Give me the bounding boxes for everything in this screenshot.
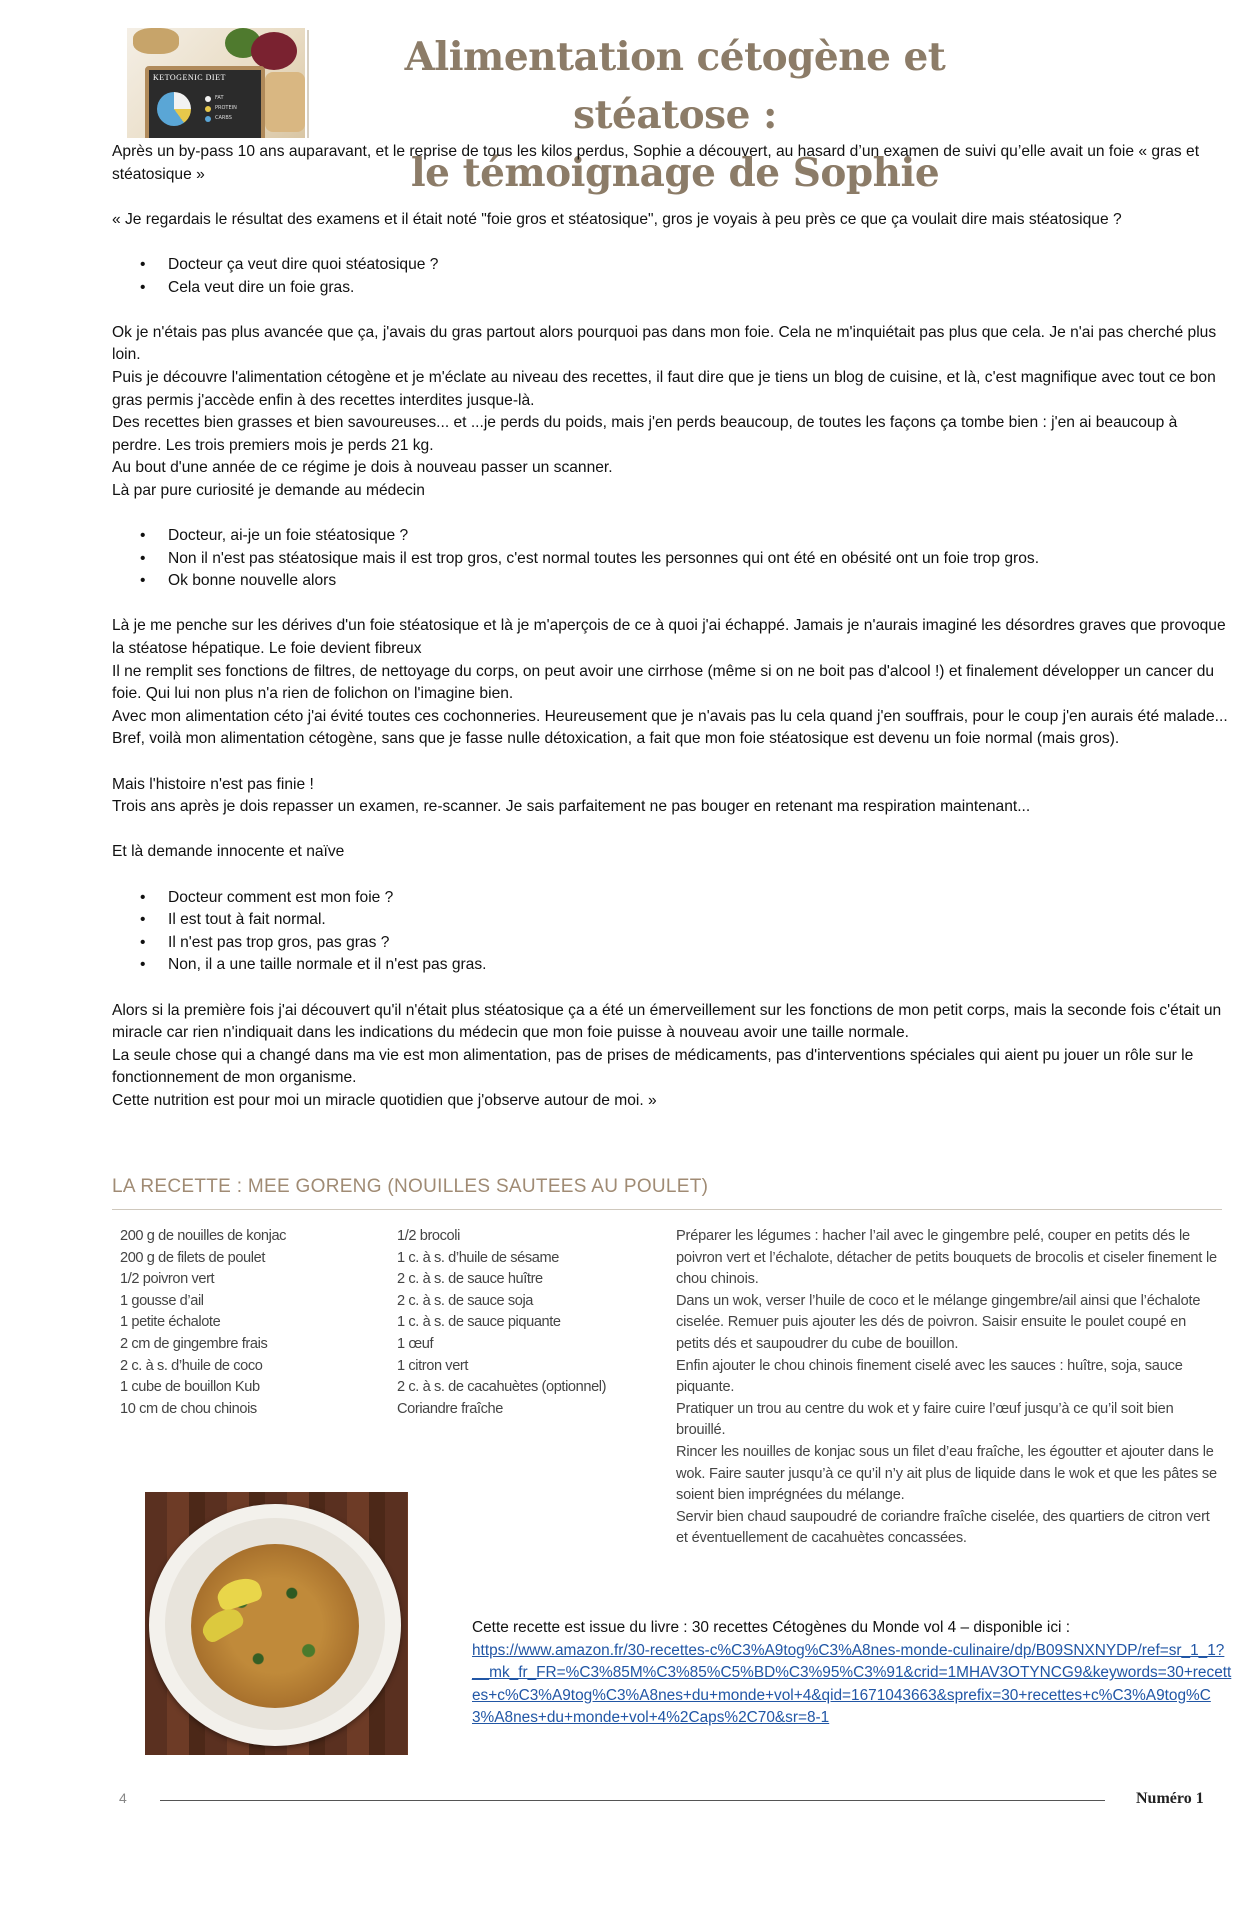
- list-item: • Il n'est pas trop gros, pas gras ?: [168, 932, 1230, 955]
- ingredient: 2 c. à s. de sauce soja: [397, 1292, 534, 1309]
- source-text: Cette recette est issue du livre : 30 recettes Cétogènes du Monde vol 4 – disponible ici :: [472, 1619, 1071, 1636]
- instruction-step: Dans un wok, verser l’huile de coco et le mélange gingembre/ail ainsi que l’échalote ciselée. Remuer puis ajouter les dés de poivron. Saisir ensuite le poulet coupé en petits dés et saupoudrer du cube de bouillon.: [676, 1292, 1201, 1352]
- list-item: • Cela veut dire un foie gras.: [168, 277, 1230, 300]
- ingredients-column-2: [397, 1226, 667, 1420]
- header-divider: [307, 30, 309, 138]
- recipe-instructions: [676, 1226, 1221, 1550]
- list-item: • Docteur comment est mon foie ?: [168, 887, 1230, 910]
- paragraph: Alors si la première fois j'ai découvert qu'il n'était plus stéatosique ça a été un émerveillement sur les fonctions de mon petit corps, mais la seconde fois c'était un miracle car rien n'indiquait dans les indications du médecin que mon foie puisse à nouveau avoir une taille normale.: [112, 1001, 1222, 1042]
- paragraph: Après un by-pass 10 ans auparavant, et le reprise de tous les kilos perdus, Sophie a découvert, au hasard d’un examen de suivi qu’elle avait un foie « gras et stéatosique »: [112, 143, 1200, 183]
- paragraph: La seule chose qui a changé dans ma vie est mon alimentation, pas de prises de médicaments, pas d'interventions spéciales qui aient pu jouer un rôle sur le fonctionnement de mon organisme.: [112, 1046, 1194, 1087]
- paragraph: Et là demande innocente et naïve: [112, 843, 345, 861]
- list-item: • Non, il a une taille normale et il n'est pas gras.: [168, 954, 1230, 977]
- list-item: • Non il n'est pas stéatosique mais il est trop gros, c'est normal toutes les personnes qui ont été en obésité ont un foie trop gros.: [168, 548, 1230, 571]
- logo-text: KETOGENIC DIET: [153, 73, 226, 82]
- page-number: 4: [119, 1790, 127, 1806]
- list-item: • Il est tout à fait normal.: [168, 909, 1230, 932]
- amazon-book-link[interactable]: https://www.amazon.fr/30-recettes-c%C3%A9tog%C3%A8nes-monde-culinaire/dp/B09SNXNYDP/ref=sr_1_1?__mk_fr_FR=%C3%85M%C3%85%C5%BD%C3%95%C3%91&crid=1MHAV3OTYNCG9&keywords=30+recettes+c%C3%A9tog%C3%A8nes+du+monde+vol+4&qid=1671043663&sprefix=30+recettes+c%C3%A9tog%C3%A8nes+du+monde+vol+4%2Caps%2C70&sr=8-1: [472, 1641, 1232, 1727]
- article-body: [112, 141, 1230, 1113]
- instruction-step: Préparer les légumes : hacher l’ail avec le gingembre pelé, couper en petits dés le poivron vert et l’échalote, détacher de petits bouquets de brocolis et ciseler finement le chou chinois.: [676, 1228, 1217, 1288]
- ingredient: 200 g de filets de poulet: [120, 1249, 265, 1266]
- footer-divider: [160, 1800, 1105, 1801]
- paragraph: Il ne remplit ses fonctions de filtres, de nettoyage du corps, on peut avoir une cirrhose (même si on ne boit pas d'alcool !) et finalement développer un cancer du foie. Qui lui non plus n'a rien de folichon on l'imagine bien.: [112, 662, 1215, 703]
- title-line-2: le témoignage de Sophie: [410, 150, 940, 196]
- ingredient: 1/2 brocoli: [397, 1228, 460, 1244]
- paragraph: Trois ans après je dois repasser un examen, re-scanner. Je sais parfaitement ne pas bouger en retenant ma respiration maintenant...: [112, 798, 1031, 816]
- ingredient: 2 c. à s. de sauce huître: [397, 1271, 543, 1288]
- paragraph: Ok je n'étais pas plus avancée que ça, j'avais du gras partout alors pourquoi pas dans mon foie. Cela ne m'inquiétait pas plus que cela. Je n'ai pas cherché plus loin.: [112, 323, 1217, 364]
- ingredient: 1/2 poivron vert: [120, 1271, 215, 1288]
- paragraph: Là par pure curiosité je demande au médecin: [112, 481, 425, 499]
- ingredient: 200 g de nouilles de konjac: [120, 1228, 287, 1244]
- ingredient: 1 cube de bouillon Kub: [120, 1379, 260, 1396]
- ingredient: 1 œuf: [397, 1335, 434, 1352]
- list-item: • Docteur ça veut dire quoi stéatosique ?: [168, 254, 1230, 277]
- ingredient: 2 cm de gingembre frais: [120, 1335, 268, 1352]
- list-item: • Ok bonne nouvelle alors: [168, 570, 1230, 593]
- instruction-step: Rincer les nouilles de konjac sous un filet d’eau fraîche, les égoutter et ajouter dans le wok. Faire sauter jusqu’à ce qu’il n’y ait plus de liquide dans le wok et que les pâtes se soient bien imprégnées du mélange.: [676, 1443, 1217, 1504]
- ingredient: 1 gousse d’ail: [120, 1292, 204, 1309]
- instruction-step: Pratiquer un trou au centre du wok et y faire cuire l’œuf jusqu’à ce qu’il soit bien brouillé.: [676, 1400, 1174, 1439]
- chalkboard-image: KETOGENIC DIET FAT PROTEIN CARBS: [145, 66, 265, 138]
- instruction-step: Servir bien chaud saupoudré de coriandre fraîche ciselée, des quartiers de citron vert et éventuellement de cacahuètes concassées.: [676, 1508, 1210, 1547]
- ingredient: 2 c. à s. d’huile de coco: [120, 1357, 263, 1374]
- ingredient: Coriandre fraîche: [397, 1400, 503, 1417]
- dialogue-list-1: [112, 254, 1230, 299]
- paragraph: Bref, voilà mon alimentation cétogène, sans que je fasse nulle détoxication, a fait que mon foie stéatosique est devenu un foie normal (mais gros).: [112, 730, 1120, 748]
- title-line-1: Alimentation cétogène et stéatose :: [404, 34, 946, 138]
- issue-number: Numéro 1: [1136, 1790, 1204, 1807]
- ingredient: 1 c. à s. d’huile de sésame: [397, 1249, 559, 1266]
- ingredient: 1 citron vert: [397, 1357, 469, 1374]
- ketogenic-diet-logo: [127, 28, 305, 138]
- paragraph: Mais l'histoire n'est pas finie !: [112, 775, 314, 793]
- recipe-title: LA RECETTE : MEE GORENG (NOUILLES SAUTEES AU POULET): [112, 1176, 709, 1197]
- recipe-divider: [112, 1209, 1222, 1210]
- ingredients-column-1: [120, 1226, 380, 1420]
- dish-photo: [145, 1492, 408, 1755]
- paragraph: « Je regardais le résultat des examens et il était noté "foie gros et stéatosique", gros je voyais à peu près ce que ça voulait dire mais stéatosique ?: [112, 210, 1122, 228]
- paragraph: Puis je découvre l'alimentation cétogène et je m'éclate au niveau des recettes, il faut dire que je tiens un blog de cuisine, et là, c'est magnifique avec tout ce bon gras permis j'accède enfin à des recettes interdites jusque-là.: [112, 368, 1216, 409]
- list-item: • Docteur, ai-je un foie stéatosique ?: [168, 525, 1230, 548]
- ingredient: 1 c. à s. de sauce piquante: [397, 1314, 561, 1331]
- paragraph: Des recettes bien grasses et bien savoureuses... et ...je perds du poids, mais j'en perds beaucoup, de toutes les façons ça tombe bien : j'en ai beaucoup à perdre. Les trois premiers mois je perds 21 kg.: [112, 414, 1178, 454]
- dialogue-list-2: [112, 525, 1230, 593]
- paragraph: Cette nutrition est pour moi un miracle quotidien que j'observe autour de moi. »: [112, 1091, 657, 1109]
- ingredient: 2 c. à s. de cacahuètes (optionnel): [397, 1379, 607, 1396]
- recipe-source: [472, 1617, 1232, 1730]
- pie-icon: [157, 92, 191, 126]
- paragraph: Là je me penche sur les dérives d'un foie stéatosique et là je m'aperçois de ce à quoi j'ai échappé. Jamais je n'aurais imaginé les désordres graves que provoque la stéatose hépatique. Le foie devient fibreux: [112, 617, 1226, 658]
- paragraph: Avec mon alimentation céto j'ai évité toutes ces cochonneries. Heureusement que je n'avais pas lu cela quand j'en souffrais, pour le coup j'en aurais été malade...: [112, 707, 1228, 725]
- dialogue-list-3: [112, 887, 1230, 977]
- ingredient: 1 petite échalote: [120, 1314, 221, 1331]
- instruction-step: Enfin ajouter le chou chinois finement ciselé avec les sauces : huître, soja, sauce piquante.: [676, 1357, 1183, 1396]
- ingredient: 10 cm de chou chinois: [120, 1400, 257, 1417]
- paragraph: Au bout d'une année de ce régime je dois à nouveau passer un scanner.: [112, 459, 613, 477]
